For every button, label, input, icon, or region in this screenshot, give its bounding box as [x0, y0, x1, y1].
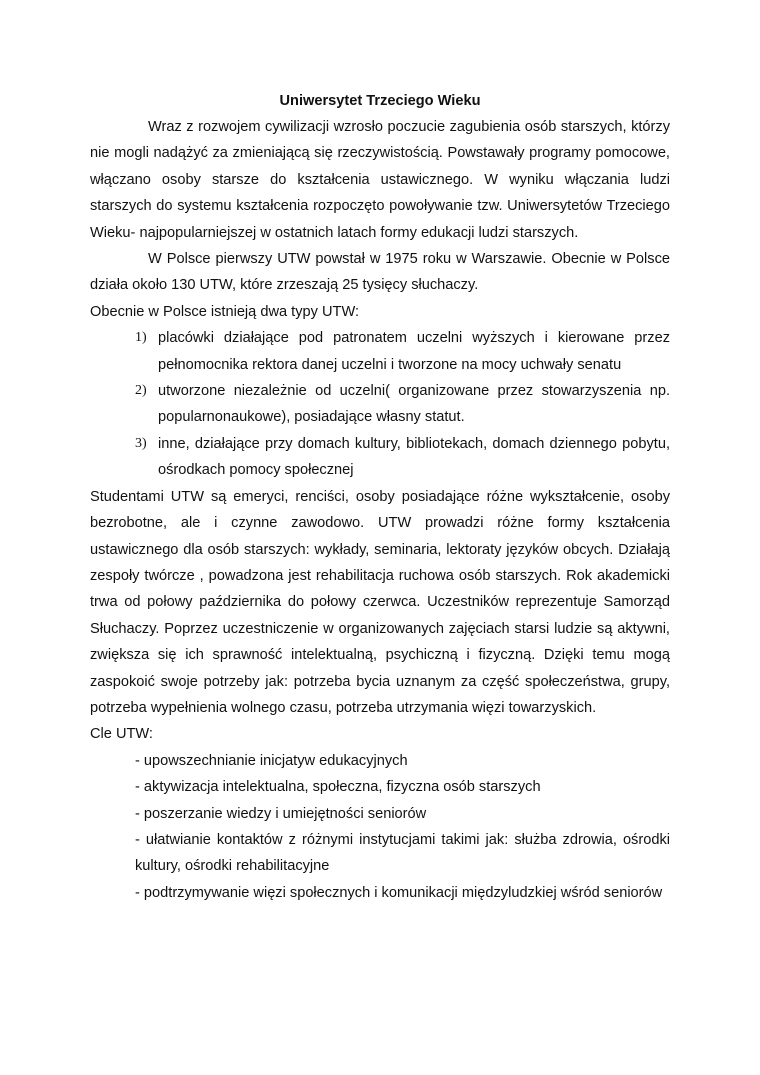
- list-item: [90, 431, 670, 484]
- list-item: - aktywizacja intelektualna, społeczna, fizyczna osób starszych: [135, 779, 541, 796]
- list-item: [90, 325, 670, 378]
- list-item: - upowszechnianie inicjatyw edukacyjnych: [135, 752, 408, 769]
- types-intro: Obecnie w Polsce istnieją dwa typy UTW:: [90, 303, 360, 320]
- document-title: Uniwersytet Trzeciego Wieku: [279, 93, 481, 109]
- intro-paragraph: Wraz z rozwojem cywilizacji wzrosło poczucie zagubienia osób starszych, którzy nie mogli nadążyć za zmieniającą się rzeczywistością. Powstawały programy pomocowe, włączano osoby starsze do kształcenia ustawicznego. W wyniku włączania ludzi starszych do systemu kształcenia rozpoczęto powoływanie tzw. Uniwersytetów Trzeciego Wieku- najpopularniejszej w ostatnich latach formy edukacji ludzi starszych.: [90, 119, 670, 241]
- list-number: 3): [135, 435, 147, 451]
- goals-heading: Cle UTW:: [90, 726, 153, 743]
- list-item-text: utworzone niezależnie od uczelni( organizowane przez stowarzyszenia np. popularnonaukowe), posiadające własny statut.: [158, 383, 670, 426]
- list-number: 1): [135, 330, 147, 346]
- list-item: - ułatwianie kontaktów z różnymi instytucjami takimi jak: służba zdrowia, ośrodki kultury, ośrodki rehabilitacyjne: [135, 831, 670, 875]
- goals-list: [90, 748, 670, 906]
- history-paragraph: W Polsce pierwszy UTW powstał w 1975 roku w Warszawie. Obecnie w Polsce działa około 130 UTW, które zrzeszają 25 tysięcy słuchaczy.: [90, 251, 670, 294]
- list-item: [90, 378, 670, 431]
- list-item-text: placówki działające pod patronatem uczelni wyższych i kierowane przez pełnomocnika rektora danej uczelni i tworzone na mocy uchwały senatu: [158, 330, 670, 373]
- document-body: [90, 114, 670, 906]
- types-list: [90, 325, 670, 483]
- list-item: - poszerzanie wiedzy i umiejętności seniorów: [135, 805, 427, 822]
- list-item: - podtrzymywanie więzi społecznych i komunikacji międzyludzkiej wśród seniorów: [135, 884, 663, 901]
- list-item-text: inne, działające przy domach kultury, bibliotekach, domach dziennego pobytu, ośrodkach pomocy społecznej: [158, 435, 670, 479]
- students-paragraph: Studentami UTW są emeryci, renciści, osoby posiadające różne wykształcenie, osoby bezrobotne, ale i czynne zawodowo. UTW prowadzi różne formy kształcenia ustawicznego dla osób starszych: wykłady, seminaria, lektoraty języków obcych. Działają zespoły twórcze , powadzona jest rehabilitacja ruchowa osób starszych. Rok akademicki trwa od połowy października do połowy czerwca. Uczestników reprezentuje Samorząd Słuchaczy. Poprzez uczestniczenie w organizowanych zajęciach starsi ludzie są aktywni, zwiększa się ich sprawność intelektualną, psychiczną i fizyczną. Dzięki temu mogą zaspokoić swoje potrzeby jak: potrzeba bycia uznanym za część społeczeństwa, grupy, potrzeba wypełnienia wolnego czasu, potrzeba utrzymania więzi towarzyskich.: [90, 488, 670, 716]
- list-number: 2): [135, 383, 147, 399]
